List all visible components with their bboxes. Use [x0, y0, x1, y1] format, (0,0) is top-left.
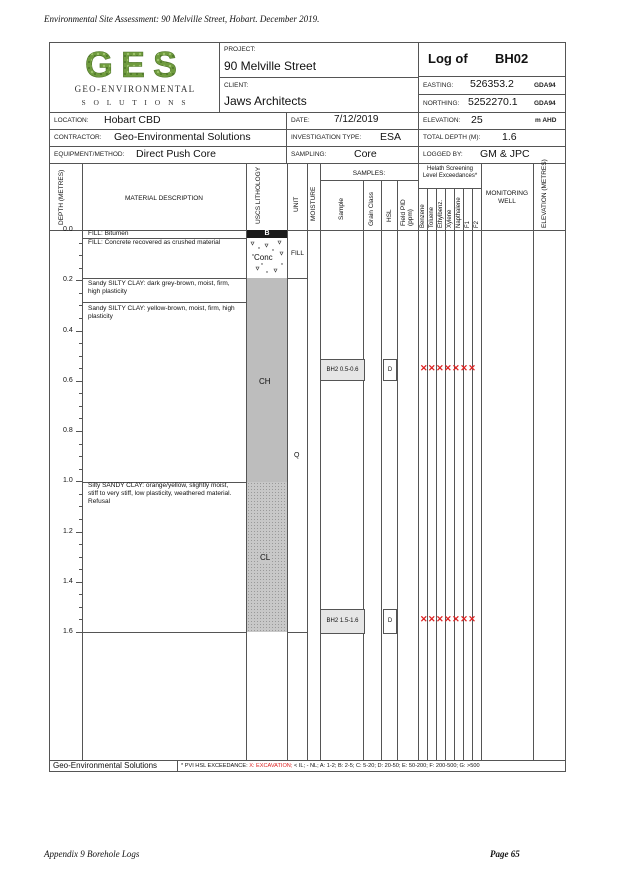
unit-q: Q — [294, 452, 300, 459]
depth-tick-minor — [79, 356, 82, 357]
investigation-type-label: INVESTIGATION TYPE: — [291, 134, 362, 141]
depth-tick-minor — [79, 243, 82, 244]
col-analyte-napthalene: Napthalene — [456, 197, 462, 228]
depth-tick-minor — [79, 619, 82, 620]
depth-tick-minor — [79, 444, 82, 445]
location-label: LOCATION: — [54, 117, 89, 124]
lithology-bitumen: B — [247, 230, 287, 238]
log-label: Log of — [428, 51, 468, 66]
depth-tick-minor — [79, 569, 82, 570]
depth-tick-minor — [79, 406, 82, 407]
col-analyte-toluene: Toluene — [429, 206, 435, 228]
depth-tick-major — [76, 381, 82, 382]
depth-tick-minor — [79, 368, 82, 369]
page-footer-right: Page 65 — [490, 849, 520, 859]
equipment-label: EQUIPMENT/METHOD: — [54, 151, 125, 158]
footer-company: Geo-Environmental Solutions — [53, 761, 158, 770]
date-value: 7/12/2019 — [334, 114, 379, 125]
sampling-label: SAMPLING: — [291, 151, 327, 158]
col-analyte-f1: F1 — [465, 220, 471, 228]
depth-tick-minor — [79, 418, 82, 419]
easting-value: 526353.2 — [470, 78, 514, 90]
depth-label: 0.4 — [63, 326, 73, 334]
lithology-cl-label: CL — [260, 553, 271, 562]
sample-box: BH2 0.5-0.6 — [320, 359, 365, 381]
col-depth: DEPTH (METRES) — [58, 169, 65, 225]
total-depth-value: 1.6 — [502, 131, 517, 143]
easting-label: EASTING: — [423, 82, 454, 89]
footer-note — [181, 763, 480, 769]
elevation-value: 25 — [471, 114, 483, 126]
material-yellow-clay: Sandy SILTY CLAY: yellow-brown, moist, firm, high plasticity — [88, 305, 235, 320]
contractor-value: Geo-Environmental Solutions — [114, 131, 251, 143]
material-dark-clay: Sandy SILTY CLAY: dark grey-brown, moist, firm, high plasticity — [88, 280, 230, 295]
col-elevation: ELEVATION (METRES) — [541, 159, 548, 228]
depth-tick-major — [76, 331, 82, 332]
depth-tick-minor — [79, 305, 82, 306]
location-value: Hobart CBD — [104, 114, 161, 126]
equipment-value: Direct Push Core — [136, 148, 216, 160]
company-logo — [60, 46, 210, 106]
client-value: Jaws Architects — [224, 94, 307, 108]
contractor-label: CONTRACTOR: — [54, 134, 102, 141]
easting-datum: GDA94 — [534, 82, 556, 89]
exceedance-marks: ✕✕✕✕✕✕✕ — [420, 363, 477, 373]
date-label: DATE: — [291, 117, 310, 124]
logged-by-label: LOGGED BY: — [423, 151, 463, 158]
col-analyte-benzene: Benzene — [420, 204, 426, 228]
depth-tick-minor — [79, 255, 82, 256]
col-health-screening: Helath Screening Level Exceedances* — [422, 166, 478, 179]
sample-hsl: D — [383, 609, 397, 634]
sampling-value: Core — [354, 148, 377, 160]
col-field-pid: Field PID (ppm) — [400, 199, 414, 226]
logo-line-2: S O L U T I O N S — [81, 98, 189, 107]
page-footer-left: Appendix 9 Borehole Logs — [44, 849, 140, 859]
sample-box: BH2 1.5-1.6 — [320, 609, 365, 634]
total-depth-label: TOTAL DEPTH (M): — [423, 134, 481, 141]
northing-value: 5252270.1 — [468, 96, 518, 108]
depth-label: 1.0 — [63, 477, 73, 485]
investigation-type-value: ESA — [380, 131, 402, 143]
depth-label: 1.4 — [63, 577, 73, 585]
depth-tick-minor — [79, 393, 82, 394]
unit-fill: FILL — [291, 250, 305, 257]
ges-logo-icon — [60, 46, 210, 80]
depth-tick-major — [76, 280, 82, 281]
depth-tick-minor — [79, 293, 82, 294]
col-analyte-xylene: Xylene — [447, 209, 453, 228]
depth-tick-minor — [79, 343, 82, 344]
exceedance-marks: ✕✕✕✕✕✕✕ — [420, 614, 477, 624]
client-label: CLIENT: — [224, 82, 249, 89]
depth-tick-major — [76, 532, 82, 533]
depth-tick-major — [76, 230, 82, 231]
depth-tick-minor — [79, 544, 82, 545]
depth-tick-minor — [79, 494, 82, 495]
project-label: PROJECT: — [224, 46, 256, 53]
footer-note-rest: < IL; - NL; A: 1-2; B: 2-5; C: 5-20; D: 20-50; E: 50-200; F: 200-500; G: >500 — [293, 763, 480, 769]
col-material: MATERIAL DESCRIPTION — [124, 195, 203, 202]
col-monitoring-well: MONITORING WELL — [485, 190, 529, 205]
depth-label: 1.2 — [63, 527, 73, 535]
depth-tick-major — [76, 582, 82, 583]
depth-tick-minor — [79, 506, 82, 507]
logo-letters: GES — [84, 46, 186, 80]
depth-tick-minor — [79, 519, 82, 520]
col-analyte-f2: F2 — [474, 220, 480, 228]
northing-datum: GDA94 — [534, 100, 556, 107]
project-value: 90 Melville Street — [224, 59, 317, 73]
col-moisture: MOISTURE — [310, 186, 317, 221]
depth-tick-minor — [79, 557, 82, 558]
col-hsl: HSL — [386, 209, 393, 222]
depth-tick-major — [76, 431, 82, 432]
col-analyte-ethylbenz: Ethylbenz. — [438, 199, 444, 228]
col-samples: SAMPLES: — [352, 170, 386, 177]
footer-note-prefix: * PVI HSL EXCEEDANCE: — [181, 763, 248, 769]
col-unit: UNIT — [293, 196, 300, 212]
col-grain-class: Grain Class — [368, 192, 375, 226]
depth-label: 0.8 — [63, 427, 73, 434]
depth-tick-minor — [79, 607, 82, 608]
material-sandy-clay: Silty SANDY CLAY: orange/yellow, slightly moist, stiff to very stiff, low plasticity, weathered material. Refusal — [88, 482, 232, 505]
logo-line-1: GEO-ENVIRONMENTAL — [74, 84, 196, 94]
depth-tick-minor — [79, 268, 82, 269]
page-header: Environmental Site Assessment: 90 Melville Street, Hobart. December 2019. — [44, 14, 320, 24]
depth-label: 1.6 — [63, 628, 73, 635]
col-sample: Sample — [338, 197, 345, 220]
depth-tick-minor — [79, 594, 82, 595]
footer-note-excavation: X: EXCAVATION; — [249, 763, 293, 769]
lithology-ch-label: CH — [259, 377, 271, 386]
depth-tick-minor — [79, 469, 82, 470]
elevation-label: ELEVATION: — [423, 117, 461, 124]
material-concrete: FILL: Concrete recovered as crushed material — [88, 239, 221, 246]
col-uscs: USCS LITHOLOGY — [255, 166, 262, 224]
depth-label: 0.0 — [63, 226, 73, 233]
logged-by-value: GM & JPC — [480, 148, 530, 160]
elevation-unit: m AHD — [535, 117, 557, 124]
sample-hsl: D — [383, 359, 397, 381]
depth-label: 0.2 — [63, 276, 73, 284]
depth-tick-minor — [79, 318, 82, 319]
depth-label: 0.6 — [63, 376, 73, 384]
lithology-conc-label: Conc — [254, 253, 273, 262]
depth-tick-minor — [79, 456, 82, 457]
log-id: BH02 — [495, 51, 529, 66]
northing-label: NORTHING: — [423, 100, 460, 107]
material-bitumen: FILL: Bitumen — [88, 230, 129, 237]
